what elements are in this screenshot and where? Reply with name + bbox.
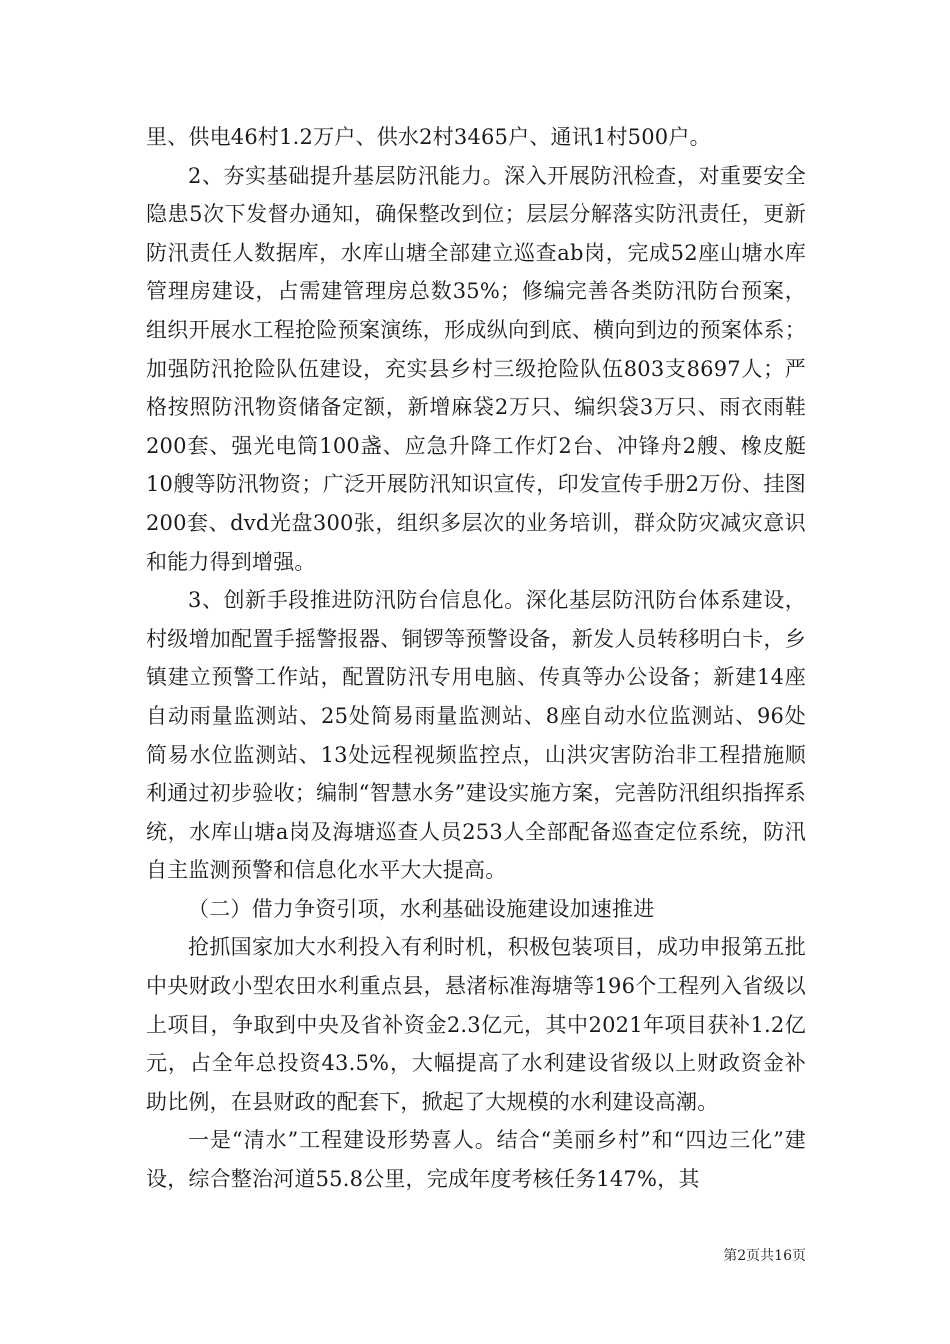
paragraph-clean-water: 一是“清水”工程建设形势喜人。结合“美丽乡村”和“四边三化”建设，综合整治河道55.8公里，完成年度考核任务147%，其 <box>146 1128 806 1192</box>
document-body <box>146 118 806 1199</box>
paragraph-funding: 抢抓国家加大水利投入有利时机，积极包装项目，成功申报第五批中央财政小型农田水利重点县，悬渚标准海塘等196个工程列入省级以上项目，争取到中央及省补资金2.3亿元，其中2021年项目获补1.2亿元，占全年总投资43.5%，大幅提高了水利建设省级以上财政资金补助比例，在县财政的配套下，掀起了大规模的水利建设高潮。 <box>146 935 806 1114</box>
paragraph-flood-informatization: 3、创新手段推进防汛防台信息化。深化基层防汛防台体系建设，村级增加配置手摇警报器、铜锣等预警设备，新发人员转移明白卡，乡镇建立预警工作站，配置防汛专用电脑、传真等办公设备；新建14座自动雨量监测站、25处简易雨量监测站、8座自动水位监测站、96处简易水位监测站、13处远程视频监控点，山洪灾害防治非工程措施顺利通过初步验收；编制“智慧水务”建设实施方案，完善防汛组织指挥系统，水库山塘a岗及海塘巡查人员253人全部配备巡查定位系统，防汛自主监测预警和信息化水平大大提高。 <box>146 588 806 883</box>
page-number: 第2页共16页 <box>723 1248 806 1264</box>
paragraph-flood-capacity: 2、夯实基础提升基层防汛能力。深入开展防汛检查，对重要安全隐患5次下发督办通知，确保整改到位；层层分解落实防汛责任，更新防汛责任人数据库，水库山塘全部建立巡查ab岗，完成52座山塘水库管理房建设，占需建管理房总数35%；修编完善各类防汛防台预案，组织开展水工程抢险预案演练，形成纵向到底、横向到边的预案体系；加强防汛抢险队伍建设，充实县乡村三级抢险队伍803支8697人；严格按照防汛物资储备定额，新增麻袋2万只、编织袋3万只、雨衣雨鞋200套、强光电筒100盏、应急升降工作灯2台、冲锋舟2艘、橡皮艇10艘等防汛物资；广泛开展防汛知识宣传，印发宣传手册2万份、挂图200套、dvd光盘300张，组织多层次的业务培训，群众防灾减灾意识和能力得到增强。 <box>146 163 806 574</box>
section-heading: （二）借力争资引项，水利基础设施建设加速推进 <box>188 896 655 921</box>
paragraph-continuation: 里、供电46村1.2万户、供水2村3465户、通讯1村500户。 <box>146 125 711 149</box>
